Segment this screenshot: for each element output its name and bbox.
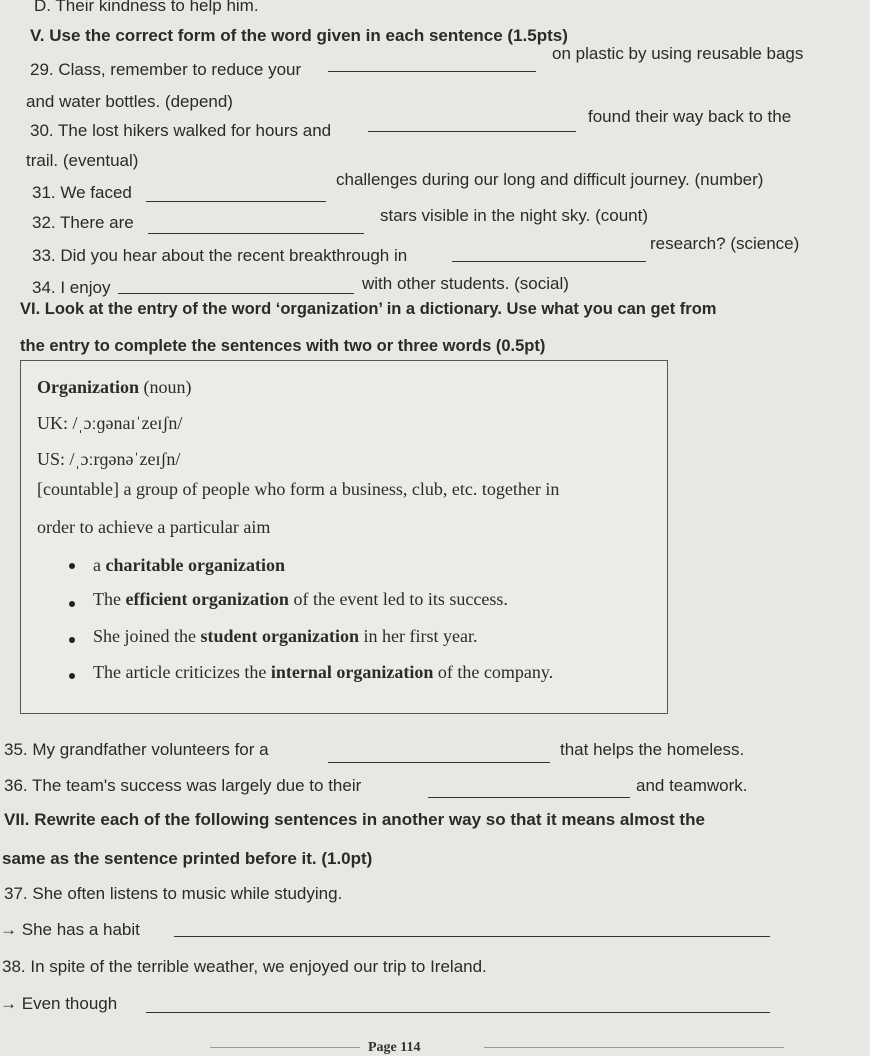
q36-before: 36. The team's success was largely due to their (4, 776, 362, 795)
q33-after: research? (science) (650, 234, 800, 253)
q34-after: with other students. (social) (362, 274, 569, 293)
q32-after: stars visible in the night sky. (count) (380, 206, 649, 225)
bullet-icon (69, 673, 75, 679)
section-6-heading-line1: VI. Look at the entry of the word ‘organization’ in a dictionary. Use what you can get from (20, 300, 717, 318)
option-d: D. Their kindness to help him. (34, 0, 259, 15)
q34-blank[interactable] (118, 292, 354, 294)
dict-us-pronunciation: US: /ˌɔːrɡənəˈzeɪʃn/ (37, 449, 181, 469)
section-7-heading-line1: VII. Rewrite each of the following sentences in another way so that it means almost the (4, 810, 705, 829)
dict-example-2: The efficient organization of the event led to its success. (93, 589, 508, 609)
q33-blank[interactable] (452, 260, 646, 262)
q29-blank[interactable] (328, 70, 536, 72)
q29-before: 29. Class, remember to reduce your (30, 60, 302, 79)
q38-blank[interactable] (146, 1011, 770, 1013)
q30-after: found their way back to the (588, 107, 792, 126)
bullet-icon (69, 563, 75, 569)
q36-blank[interactable] (428, 796, 630, 798)
dict-example-1: a charitable organization (93, 555, 285, 575)
dict-headword-line (37, 377, 192, 398)
q37-answer-line (0, 920, 140, 940)
q31-after: challenges during our long and difficult journey. (number) (336, 170, 764, 189)
dict-definition-line2: order to achieve a particular aim (37, 517, 271, 537)
q32-blank[interactable] (148, 232, 364, 234)
bullet-icon (69, 637, 75, 643)
q33-before: 33. Did you hear about the recent breakthrough in (32, 246, 408, 265)
q30-blank[interactable] (368, 130, 576, 132)
page-number: Page 114 (368, 1040, 421, 1055)
q38-answer-line (0, 994, 117, 1014)
q29-after: on plastic by using reusable bags (552, 44, 804, 63)
q37-prompt: 37. She often listens to music while studying. (4, 884, 343, 903)
dict-headword: Organization (37, 377, 139, 397)
q32-before: 32. There are (32, 213, 134, 232)
q31-blank[interactable] (146, 200, 326, 202)
q36-after: and teamwork. (636, 776, 748, 795)
section-7-heading-line2: same as the sentence printed before it. (1.0pt) (2, 849, 373, 868)
arrow-icon: → (0, 920, 17, 939)
section-6-heading-line2: the entry to complete the sentences with two or three words (0.5pt) (20, 337, 546, 355)
q35-blank[interactable] (328, 761, 550, 763)
dict-example-3: She joined the student organization in her first year. (93, 626, 478, 646)
dict-pos: (noun) (143, 377, 192, 397)
dict-uk-pronunciation: UK: /ˌɔːɡənaɪˈzeɪʃn/ (37, 413, 183, 433)
footer-rule-right (484, 1047, 784, 1048)
q37-blank[interactable] (174, 935, 770, 937)
arrow-icon: → (0, 994, 17, 1013)
q31-before: 31. We faced (32, 183, 132, 202)
q35-before: 35. My grandfather volunteers for a (4, 740, 269, 759)
section-5-heading: V. Use the correct form of the word given in each sentence (1.5pts) (30, 26, 568, 45)
q30-cont: trail. (eventual) (26, 151, 139, 170)
bullet-icon (69, 601, 75, 607)
q38-start: Even though (21, 994, 118, 1013)
q34-before: 34. I enjoy (32, 278, 111, 297)
dict-definition-line1: [countable] a group of people who form a business, club, etc. together in (37, 479, 560, 499)
q37-start: She has a habit (21, 920, 140, 939)
dict-example-4: The article criticizes the internal organization of the company. (93, 662, 554, 682)
footer-rule-left (210, 1047, 360, 1048)
dictionary-entry-box (20, 360, 668, 714)
q30-before: 30. The lost hikers walked for hours and (30, 121, 332, 140)
q29-cont: and water bottles. (depend) (26, 92, 233, 111)
q38-prompt: 38. In spite of the terrible weather, we enjoyed our trip to Ireland. (2, 957, 487, 976)
q35-after: that helps the homeless. (560, 740, 745, 759)
